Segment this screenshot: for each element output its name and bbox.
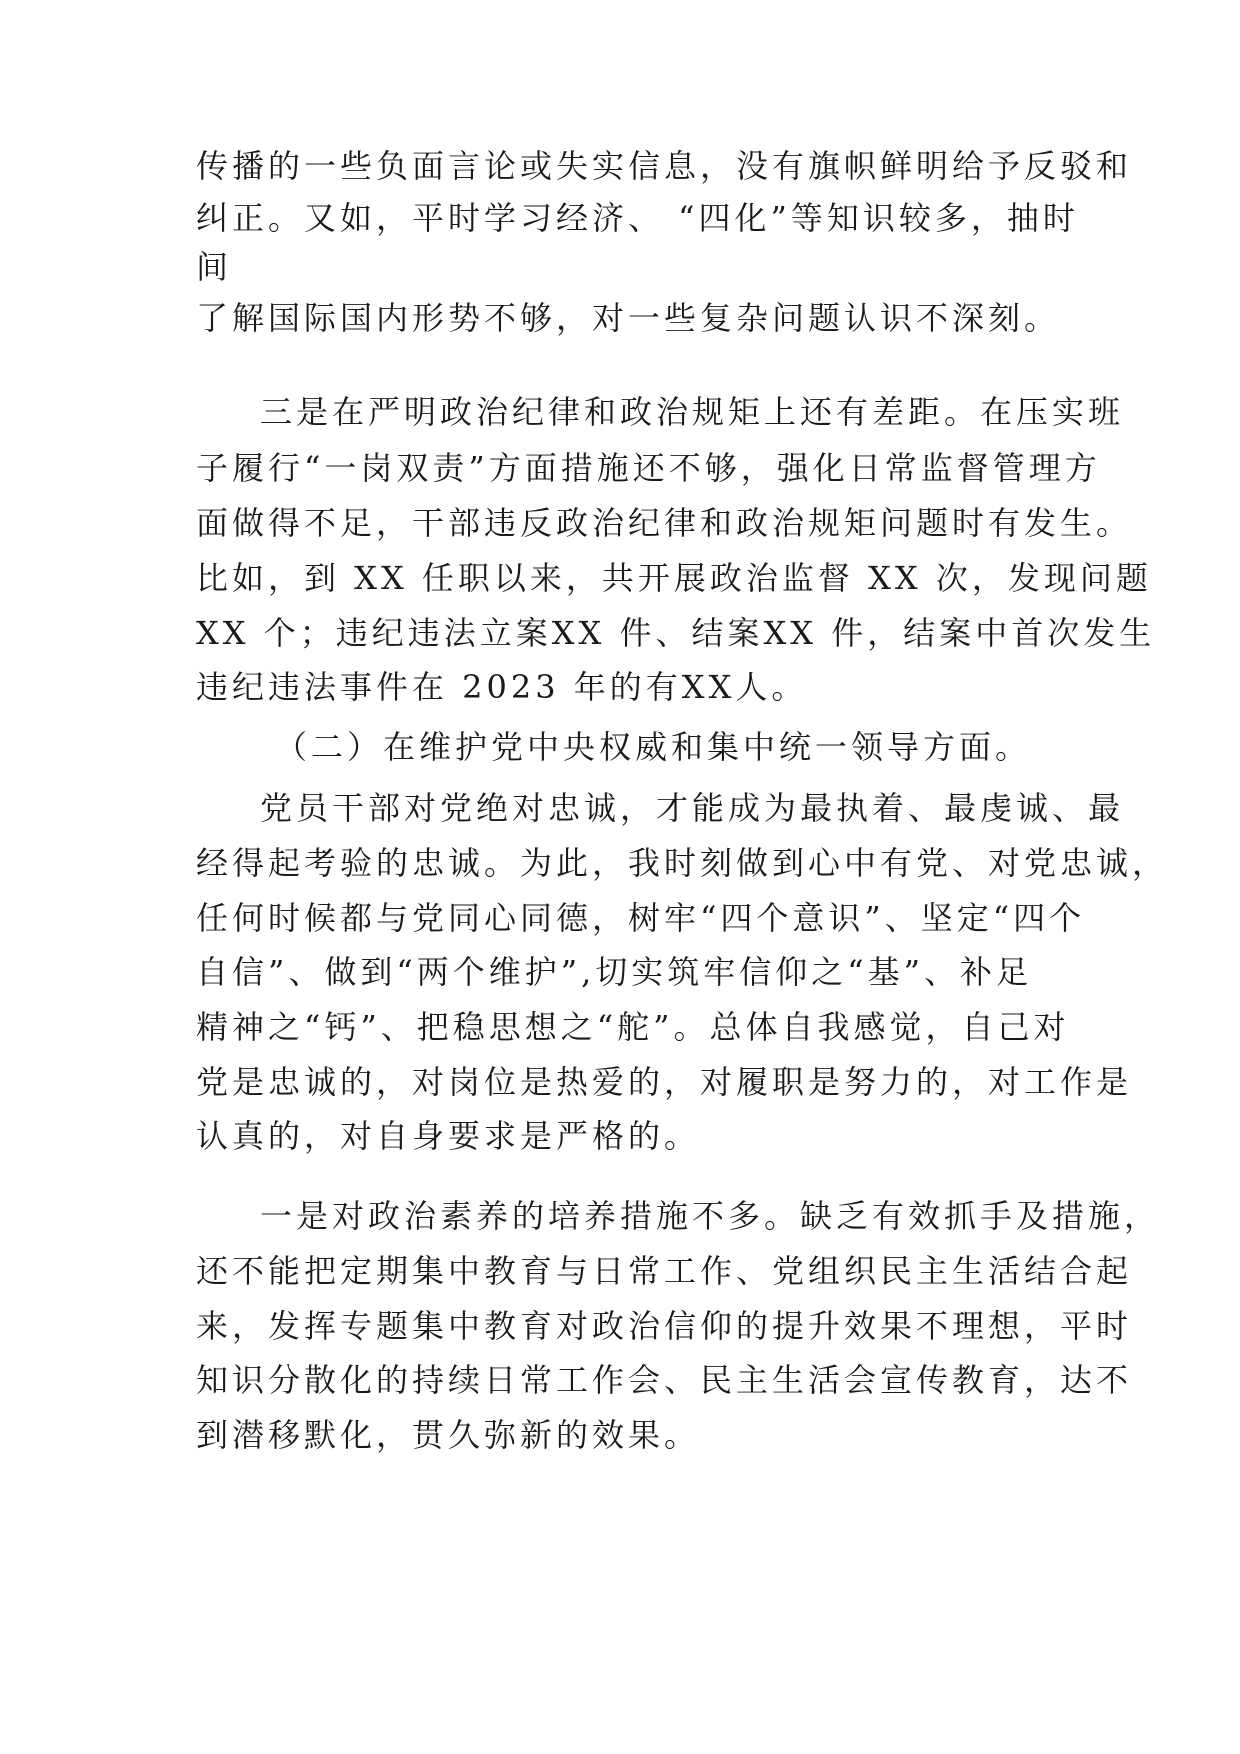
text-line: 还不能把定期集中教育与日常工作、党组织民主生活结合起 <box>196 1252 1133 1290</box>
text-line: 到潜移默化，贯久弥新的效果。 <box>196 1416 701 1454</box>
text-line: 子履行“一岗双责”方面措施还不够，强化日常监督管理方 <box>196 449 1101 487</box>
text-line: 比如，到 XX 任职以来，共开展政治监督 XX 次，发现问题 <box>196 559 1152 597</box>
text-line: 纠正。又如，平时学习经济、 “四化”等知识较多，抽时 <box>196 199 1079 237</box>
text-line: 面做得不足，干部违反政治纪律和政治规矩问题时有发生。 <box>196 504 1133 542</box>
section-heading: （二）在维护党中央权威和集中统一领导方面。 <box>275 728 1032 766</box>
text-line: XX 个；违纪违法立案XX 件、结案XX 件，结案中首次发生 <box>196 614 1156 652</box>
text-line: 间 <box>196 248 233 286</box>
paragraph-first-line: 党员干部对党绝对忠诚，才能成为最执着、最虔诚、最 <box>260 789 1125 827</box>
text-line: 自信”、做到“两个维护”,切实筑牢信仰之“基”、补足 <box>196 953 1032 991</box>
text-line: 违纪违法事件在 2023 年的有XX人。 <box>196 668 808 706</box>
text-line: 任何时候都与党同心同德，树牢“四个意识”、坚定“四个 <box>196 899 1086 937</box>
paragraph-first-line: 一是对政治素养的培养措施不多。缺乏有效抓手及措施， <box>260 1197 1161 1235</box>
text-line: 了解国际国内形势不够，对一些复杂问题认识不深刻。 <box>196 299 1061 337</box>
paragraph-first-line: 三是在严明政治纪律和政治规矩上还有差距。在压实班 <box>260 393 1125 431</box>
text-line: 经得起考验的忠诚。为此，我时刻做到心中有党、对党忠诚， <box>196 844 1169 882</box>
text-line: 党是忠诚的，对岗位是热爱的，对履职是努力的，对工作是 <box>196 1063 1133 1101</box>
text-line: 精神之“钙”、把稳思想之“舵”。总体自我感觉，自己对 <box>196 1008 1070 1046</box>
text-line: 传播的一些负面言论或失实信息，没有旗帜鲜明给予反驳和 <box>196 147 1133 185</box>
text-line: 来，发挥专题集中教育对政治信仰的提升效果不理想，平时 <box>196 1307 1133 1345</box>
text-line: 认真的，对自身要求是严格的。 <box>196 1117 701 1155</box>
text-line: 知识分散化的持续日常工作会、民主生活会宣传教育，达不 <box>196 1361 1133 1399</box>
